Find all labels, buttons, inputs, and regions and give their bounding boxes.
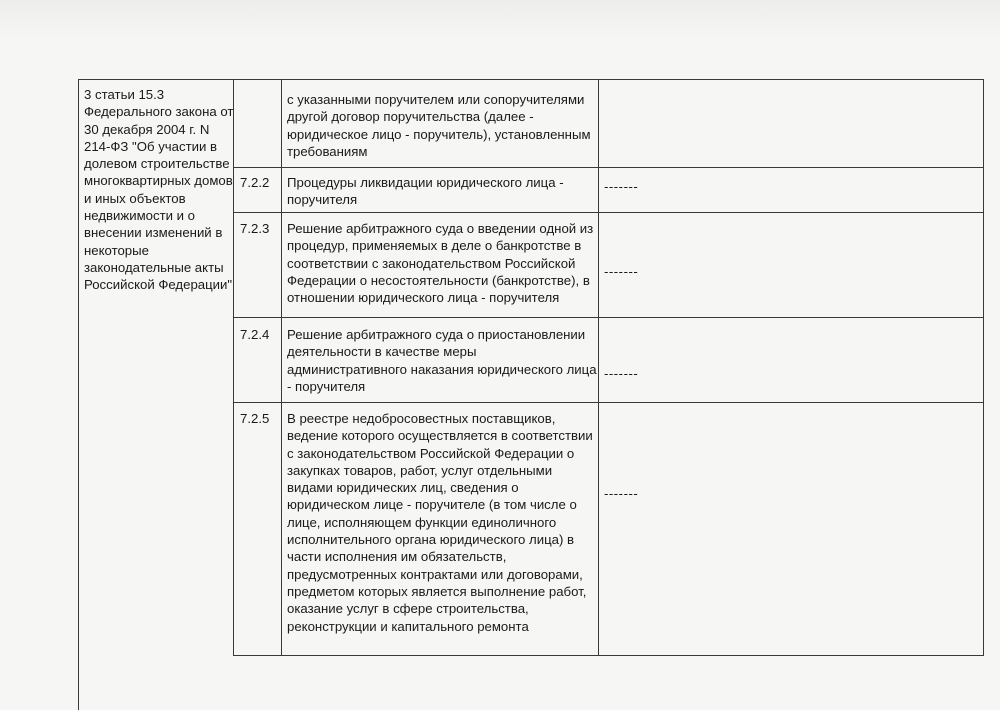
row-value: -------	[604, 366, 639, 381]
scan-shadow	[0, 0, 1000, 40]
row-number: 7.2.2	[240, 175, 270, 190]
row-description: Решение арбитражного суда о приостановлении деятельности в качестве меры административного наказания юридического лица - поручителя	[287, 327, 597, 394]
row-description: с указанными поручителем или сопоручителями другой договор поручительства (далее - юридическое лицо - поручитель), установленным требованиям	[287, 92, 591, 159]
row-separator-1	[233, 167, 984, 168]
table-top-border	[78, 79, 984, 80]
row-separator-3	[233, 317, 984, 318]
row-description: Решение арбитражного суда о введении одной из процедур, применяемых в деле о банкротстве в соответствии с законодательством Российской Федерации о несостоятельности (банкротстве), в отношении юридического лица - поручителя	[287, 221, 594, 306]
row-number: 7.2.5	[240, 411, 270, 426]
row-separator-4	[233, 402, 984, 403]
table-right-border	[983, 79, 984, 656]
table-left-border	[78, 79, 79, 710]
row-description: Процедуры ликвидации юридического лица - поручителя	[287, 175, 564, 208]
row-number: 7.2.4	[240, 327, 270, 342]
row-value: -------	[604, 264, 639, 279]
row-separator-2	[233, 212, 984, 213]
left-cell-law-reference: 3 статьи 15.3 Федерального закона от 30 декабря 2004 г. N 214-ФЗ "Об участии в долевом строительстве многоквартирных домов и иных объектов недвижимости и о внесении изменений в некоторые законодательные акты Российской Федерации"	[84, 87, 234, 293]
column-divider-2	[281, 79, 282, 656]
table-bottom-border	[233, 655, 984, 656]
row-value: -------	[604, 179, 639, 194]
row-number: 7.2.3	[240, 221, 270, 236]
row-description: В реестре недобросовестных поставщиков, ведение которого осуществляется в соответствии с законодательством Российской Федерации о закупках товаров, работ, услуг отдельными видами юридических лиц, сведения о юридическом лице - поручителе (в том числе о лице, исполняющем функции единоличного исполнительного органа юридического лица) в части исполнения им обязательств, предусмотренных контрактами или договорами, предметом которых является выполнение работ, оказание услуг в сфере строительства, реконструкции и капитального ремонта	[287, 411, 593, 634]
row-value: -------	[604, 486, 639, 501]
